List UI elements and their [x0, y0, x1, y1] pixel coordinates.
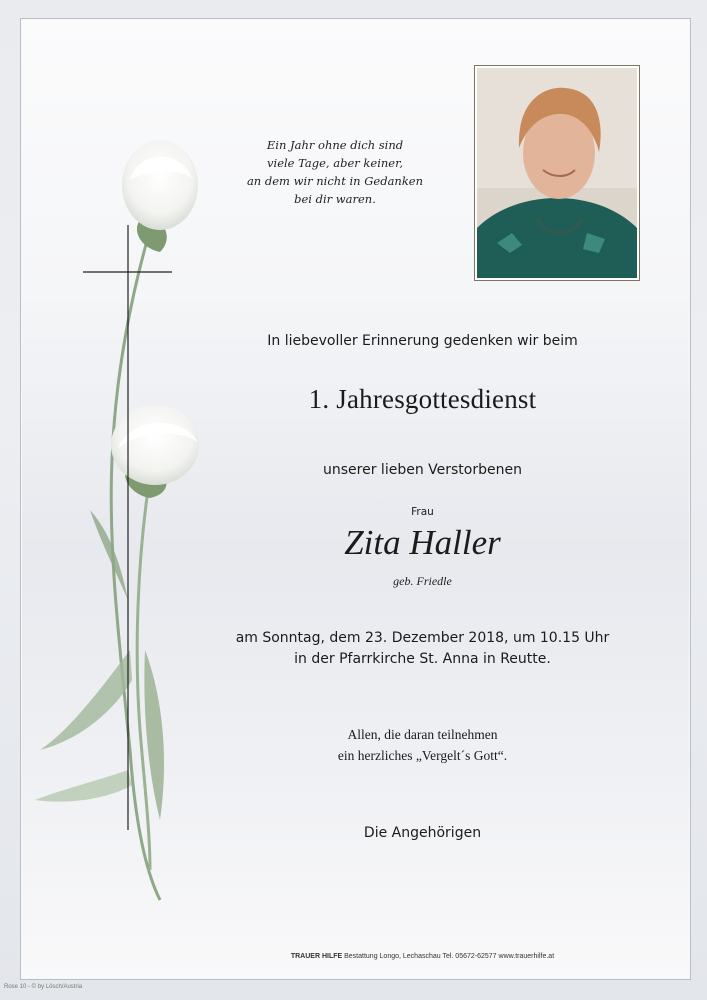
footer-brand: TRAUER HILFE: [290, 953, 343, 960]
service-location: in der Pfarrkirche St. Anna in Reutte.: [294, 651, 551, 667]
subline-text: unserer lieben Verstorbenen: [323, 462, 522, 478]
thanks-line: ein herzliches „Vergelt´s Gott“.: [337, 748, 508, 763]
quote-line: viele Tage, aber keiner,: [267, 156, 403, 170]
white-rose-illustration: [20, 130, 220, 910]
deceased-name: Zita Haller: [344, 523, 501, 562]
service-date: am Sonntag, dem 23. Dezember 2018, um 10.15 Uhr: [235, 630, 610, 646]
quote-line: bei dir waren.: [294, 192, 376, 206]
thanks-text: [140, 724, 705, 766]
service-details: [140, 628, 705, 670]
thanks-line: Allen, die daran teilnehmen: [347, 727, 498, 742]
memorial-quote: [235, 136, 435, 208]
intro-text: In liebevoller Erinnerung gedenken wir beim: [267, 333, 578, 349]
portrait-photo: [474, 65, 640, 281]
salutation: Frau: [411, 506, 434, 518]
quote-line: an dem wir nicht in Gedanken: [246, 174, 424, 188]
event-title: 1. Jahresgottesdienst: [308, 384, 537, 414]
maiden-name: geb. Friedle: [393, 574, 452, 588]
signature: Die Angehörigen: [363, 825, 482, 841]
footer: [140, 953, 705, 960]
image-credit: Rose 10 - © by Lösch/Austria: [4, 984, 83, 990]
footer-contact: Bestattung Longo, Lechaschau Tel. 05672-62577 www.trauerhilfe.at: [344, 953, 555, 960]
quote-line: Ein Jahr ohne dich sind: [266, 138, 404, 152]
